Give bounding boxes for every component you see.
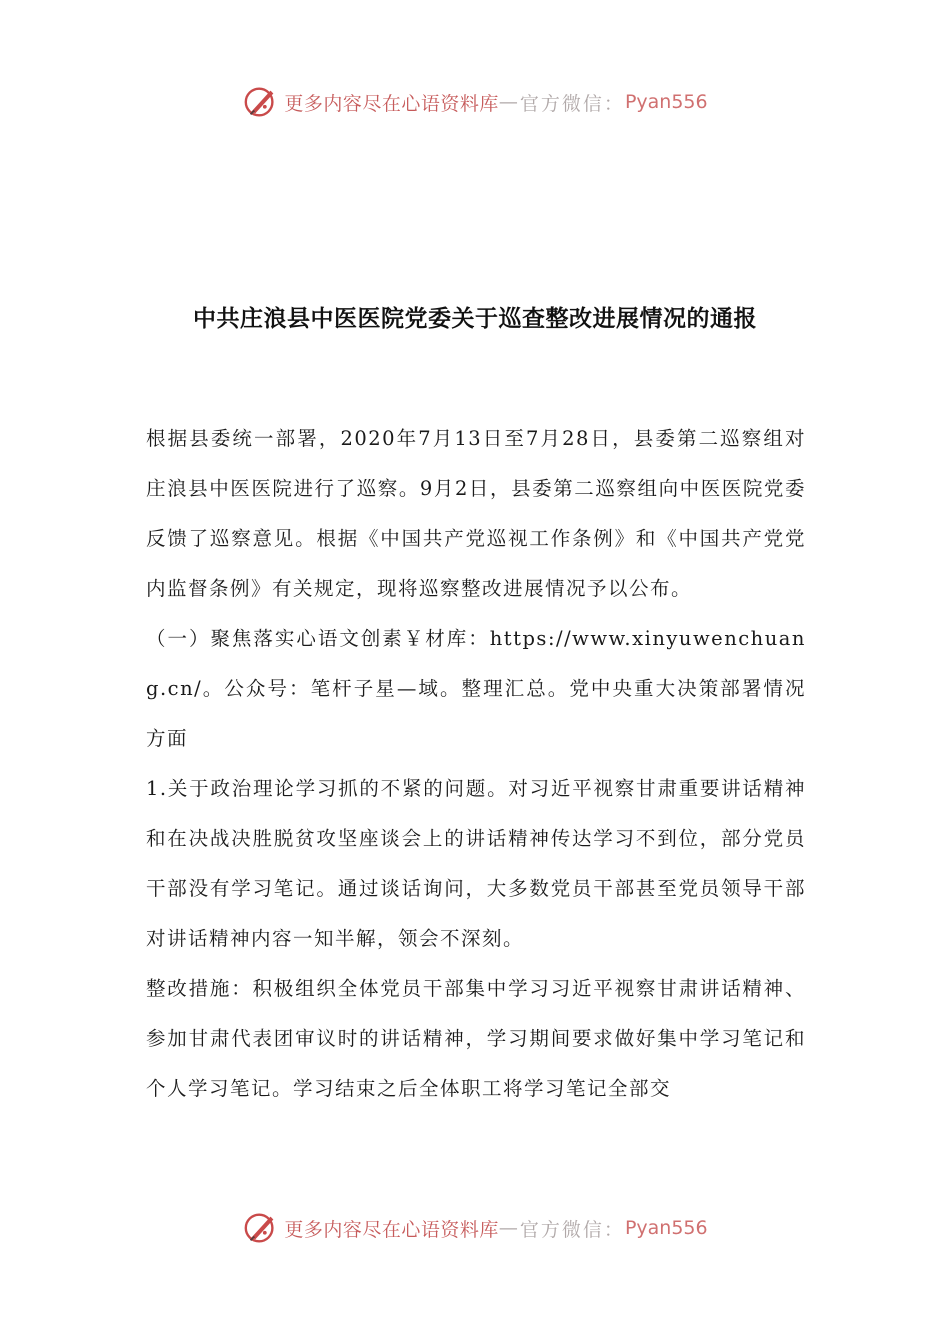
document-body xyxy=(146,414,806,1114)
banner-wechat-id: Pyan556 xyxy=(624,1217,708,1239)
banner-dash: — xyxy=(498,91,520,113)
quill-logo-icon xyxy=(242,1209,280,1247)
paragraph-measures: 整改措施：积极组织全体党员干部集中学习习近平视察甘肃讲话精神、参加甘肃代表团审议时的讲话精神，学习期间要求做好集中学习笔记和个人学习笔记。学习结束之后全体职工将学习笔记全部交 xyxy=(146,977,806,1100)
paragraph-intro: 根据县委统一部署，2020年7月13日至7月28日，县委第二巡察组对庄浪县中医医院进行了巡察。9月2日，县委第二巡察组向中医医院党委反馈了巡察意见。根据《中国共产党巡视工作条例》和《中国共产党党内监督条例》有关规定，现将巡察整改进展情况予以公布。 xyxy=(146,427,806,600)
paragraph-section-heading: （一）聚焦落实心语文创素￥材库：https://www.xinyuwenchuang.cn/。公众号：笔杆子星—域。整理汇总。党中央重大决策部署情况方面 xyxy=(146,627,806,750)
banner-text: 更多内容尽在心语资料库 xyxy=(284,92,499,115)
banner-wechat-id: Pyan556 xyxy=(624,91,708,113)
header-watermark-banner xyxy=(0,82,950,122)
paragraph-issue-1: 1.关于政治理论学习抓的不紧的问题。对习近平视察甘肃重要讲话精神和在决战决胜脱贫攻坚座谈会上的讲话精神传达学习不到位，部分党员干部没有学习笔记。通过谈话询问，大多数党员干部甚至党员领导干部对讲话精神内容一知半解，领会不深刻。 xyxy=(146,777,806,950)
banner-dash: — xyxy=(498,1217,520,1239)
document-title: 中共庄浪县中医医院党委关于巡查整改进展情况的通报 xyxy=(193,305,757,332)
banner-wechat-label: 官方微信： xyxy=(519,92,625,115)
quill-logo-icon xyxy=(242,83,280,121)
footer-watermark-banner xyxy=(0,1208,950,1248)
banner-wechat-label: 官方微信： xyxy=(519,1218,625,1241)
banner-text: 更多内容尽在心语资料库 xyxy=(284,1218,499,1241)
